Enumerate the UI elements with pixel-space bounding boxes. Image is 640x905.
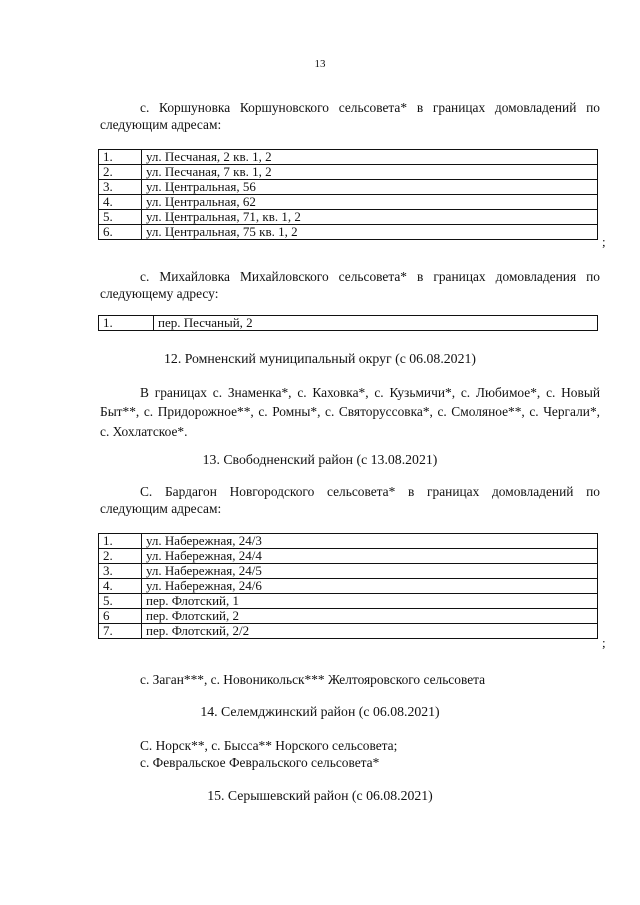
table-row xyxy=(99,594,598,609)
row-number: 4. xyxy=(99,579,142,594)
row-number: 1. xyxy=(99,150,142,165)
row-number: 1. xyxy=(99,534,142,549)
row-number: 2. xyxy=(99,549,142,564)
row-address: ул. Песчаная, 7 кв. 1, 2 xyxy=(142,165,598,180)
mikhailovka-intro: с. Михайловка Михайловского сельсовета* в границах домовладения по следующему адресу: xyxy=(100,269,600,302)
row-address: ул. Набережная, 24/5 xyxy=(142,564,598,579)
row-number: 5. xyxy=(99,210,142,225)
mikhailovka-address-table xyxy=(98,315,598,331)
row-number: 6. xyxy=(99,225,142,240)
row-address: пер. Флотский, 1 xyxy=(142,594,598,609)
table-row xyxy=(99,564,598,579)
row-address: пер. Флотский, 2 xyxy=(142,609,598,624)
table-row xyxy=(99,165,598,180)
row-address: пер. Песчаный, 2 xyxy=(154,316,598,331)
heading-svobodnensky: 13. Свободненский район (с 13.08.2021) xyxy=(202,452,438,467)
table-row xyxy=(99,579,598,594)
table-row xyxy=(99,210,598,225)
table-terminator: ; xyxy=(602,234,606,249)
row-address: пер. Флотский, 2/2 xyxy=(142,624,598,639)
norsk-line: С. Норск**, с. Бысса** Норского сельсовета; xyxy=(140,738,398,753)
table-row xyxy=(99,195,598,210)
row-address: ул. Центральная, 75 кв. 1, 2 xyxy=(142,225,598,240)
table-row xyxy=(99,624,598,639)
row-number: 4. xyxy=(99,195,142,210)
row-address: ул. Центральная, 62 xyxy=(142,195,598,210)
row-address: ул. Песчаная, 2 кв. 1, 2 xyxy=(142,150,598,165)
row-number: 7. xyxy=(99,624,142,639)
row-number: 2. xyxy=(99,165,142,180)
korshunovka-address-table xyxy=(98,149,598,240)
page-number: 13 xyxy=(314,58,326,70)
bardagon-address-table xyxy=(98,533,598,639)
korshunovka-intro: с. Коршуновка Коршуновского сельсовета* в границах домовладений по следующим адресам: xyxy=(100,100,600,133)
row-address: ул. Набережная, 24/6 xyxy=(142,579,598,594)
table-row xyxy=(99,225,598,240)
row-number: 3. xyxy=(99,180,142,195)
row-number: 6 xyxy=(99,609,142,624)
romnensky-paragraph: В границах с. Знаменка*, с. Каховка*, с. Кузьмичи*, с. Любимое*, с. Новый Быт**, с. Придорожное**, с. Ромны*, с. Святоруссовка*, с. Смоляное**, с. Чергали*, с. Хохлатское*. xyxy=(100,385,600,439)
zagan-line: с. Заган***, с. Новоникольск*** Желтояровского сельсовета xyxy=(140,672,486,687)
row-number: 5. xyxy=(99,594,142,609)
table-row xyxy=(99,549,598,564)
bardagon-intro: С. Бардагон Новгородского сельсовета* в границах домовладений по следующим адресам: xyxy=(100,484,600,517)
row-address: ул. Набережная, 24/4 xyxy=(142,549,598,564)
table-row xyxy=(99,609,598,624)
fevralskoe-line: с. Февральское Февральского сельсовета* xyxy=(140,755,380,770)
row-number: 3. xyxy=(99,564,142,579)
table-row xyxy=(99,150,598,165)
heading-seryshevsky: 15. Серышевский район (с 06.08.2021) xyxy=(207,788,433,803)
heading-romnensky: 12. Ромненский муниципальный округ (с 06.08.2021) xyxy=(164,351,476,366)
table-row xyxy=(99,180,598,195)
row-number: 1. xyxy=(99,316,154,331)
row-address: ул. Набережная, 24/3 xyxy=(142,534,598,549)
heading-selemdzhinsky: 14. Селемджинский район (с 06.08.2021) xyxy=(200,704,440,719)
row-address: ул. Центральная, 56 xyxy=(142,180,598,195)
row-address: ул. Центральная, 71, кв. 1, 2 xyxy=(142,210,598,225)
table-row xyxy=(99,316,598,331)
table-terminator-2: ; xyxy=(602,635,606,650)
table-row xyxy=(99,534,598,549)
